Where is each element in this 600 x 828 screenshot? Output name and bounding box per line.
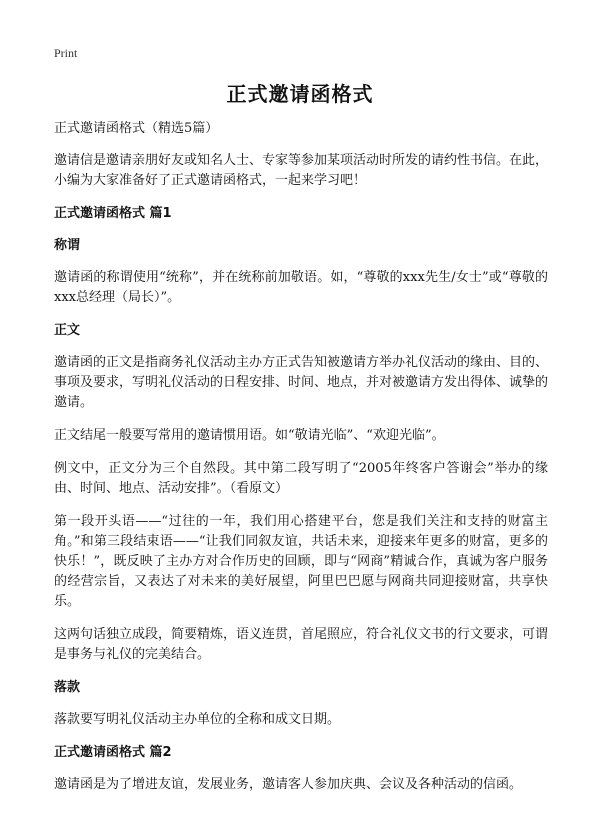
article-subtitle: 正式邀请函格式（精选5篇） [54, 121, 219, 136]
salutation-paragraph: 邀请函的称谓使用“统称”，并在统称前加敬语。如，“尊敬的xxx先生/女士”或“尊敬的xxx总经理（局长）”。 [54, 270, 548, 305]
print-link[interactable]: Print [54, 46, 78, 60]
section2-paragraph: 邀请函是为了增进友谊，发展业务，邀请客人参加庆典、会议及各种活动的信函。 [54, 777, 523, 792]
body-paragraph-2: 正文结尾一般要写常用的邀请惯用语。如“敬请光临”、“欢迎光临”。 [54, 428, 445, 443]
intro-paragraph: 邀请信是邀请亲朋好友或知名人士、专家等参加某项活动时所发的请约性书信。在此，小编为大家准备好了正式邀请函格式，一起来学习吧！ [54, 153, 549, 188]
body-paragraph-1: 邀请函的正文是指商务礼仪活动主办方正式告知被邀请方举办礼仪活动的缘由、目的、事项及要求，写明礼仪活动的日程安排、时间、地点，并对被邀请方发出得体、诚挚的邀请。 [54, 355, 549, 410]
signature-paragraph: 落款要写明礼仪活动主办单位的全称和成文日期。 [54, 712, 341, 727]
section1-heading: 正式邀请函格式 篇1 [54, 206, 172, 221]
salutation-heading: 称谓 [54, 238, 81, 253]
body-paragraph-3: 例文中，正文分为三个自然段。其中第二段写明了“2005年终客户答谢会”举办的缘由、时间、地点、活动安排”。（看原文） [54, 461, 548, 496]
page-title: 正式邀请函格式 [226, 82, 374, 106]
article-body [54, 119, 548, 808]
signature-heading: 落款 [54, 680, 81, 695]
body-paragraph-4: 第一段开头语——“过往的一年，我们用心搭建平台，您是我们关注和支持的财富主角。”和第三段结束语——“让我们同叙友谊，共话未来，迎接来年更多的财富，更多的快乐！”，既反映了主办方对合作历史的回顾，即与“网商”精诚合作，真诚为客户服务的经营宗旨，又表达了对未来的美好展望，阿里巴巴愿与网商共同迎接财富，共享快乐。 [54, 514, 548, 609]
body-heading: 正文 [54, 323, 81, 338]
body-paragraph-5: 这两句话独立成段，简要精炼，语义连贯，首尾照应，符合礼仪文书的行文要求，可谓是事务与礼仪的完美结合。 [54, 627, 549, 662]
section2-heading: 正式邀请函格式 篇2 [54, 745, 172, 760]
